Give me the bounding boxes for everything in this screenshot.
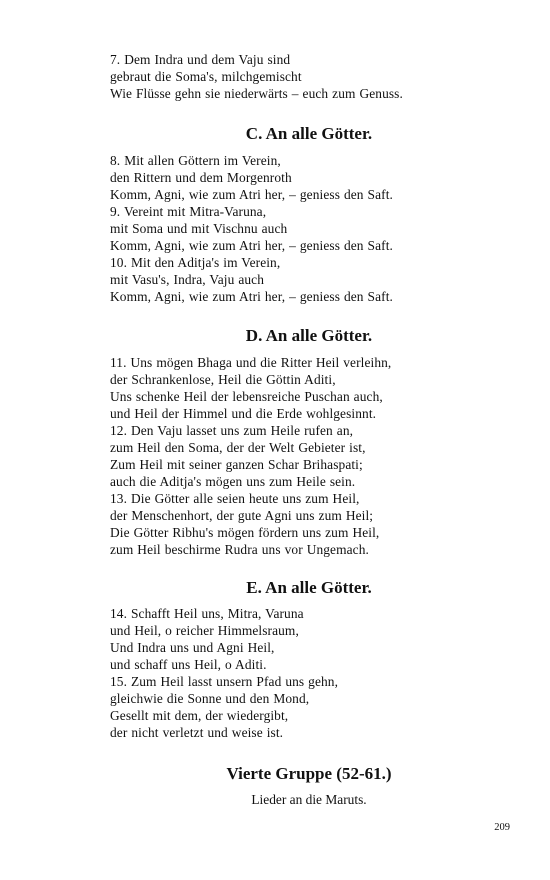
page-number: 209	[494, 822, 510, 833]
verse-line: den Rittern und dem Morgenroth	[110, 170, 292, 185]
verse-block-14-15	[110, 605, 510, 741]
verse-line: mit Vasu's, Indra, Vaju auch	[110, 272, 264, 287]
verse-line: zum Heil den Soma, der der Welt Gebieter ist,	[110, 440, 366, 455]
verse-line: und Heil, o reicher Himmelsraum,	[110, 623, 299, 638]
verse-block-11-13	[110, 354, 510, 558]
verse-line: 11. Uns mögen Bhaga und die Ritter Heil verleihn,	[110, 355, 392, 370]
verse-line: Gesellt mit dem, der wiedergibt,	[110, 708, 289, 723]
verse-line: Uns schenke Heil der lebensreiche Puschan auch,	[110, 389, 383, 404]
verse-line: und Heil der Himmel und die Erde wohlgesinnt.	[110, 406, 377, 421]
group-subtitle: Lieder an die Maruts.	[251, 792, 367, 807]
verse-line: zum Heil beschirme Rudra uns vor Ungemach.	[110, 542, 369, 557]
verse-line: der nicht verletzt und weise ist.	[110, 725, 284, 740]
verse-line: 10. Mit den Aditja's im Verein,	[110, 255, 281, 270]
verse-block-7	[110, 51, 510, 102]
verse-line: mit Soma und mit Vischnu auch	[110, 221, 288, 236]
verse-line: auch die Aditja's mögen uns zum Heile sein.	[110, 474, 356, 489]
verse-line: Komm, Agni, wie zum Atri her, – geniess den Saft.	[110, 187, 393, 202]
verse-line: 7. Dem Indra und dem Vaju sind	[110, 52, 291, 67]
verse-line: Wie Flüsse gehn sie niederwärts – euch zum Genuss.	[110, 86, 403, 101]
verse-line: 14. Schafft Heil uns, Mitra, Varuna	[110, 606, 304, 621]
verse-line: Zum Heil mit seiner ganzen Schar Brihaspati;	[110, 457, 363, 472]
group-heading: Vierte Gruppe (52-61.)	[226, 764, 392, 783]
verse-line: Und Indra uns und Agni Heil,	[110, 640, 275, 655]
verse-line: gebraut die Soma's, milchgemischt	[110, 69, 302, 84]
verse-line: der Menschenhort, der gute Agni uns zum Heil;	[110, 508, 374, 523]
verse-line: der Schrankenlose, Heil die Göttin Aditi,	[110, 372, 336, 387]
verse-line: 8. Mit allen Göttern im Verein,	[110, 153, 281, 168]
section-heading-d: D. An alle Götter.	[245, 326, 373, 345]
verse-block-8-10	[110, 152, 510, 305]
verse-line: Die Götter Ribhu's mögen fördern uns zum Heil,	[110, 525, 380, 540]
verse-line: Komm, Agni, wie zum Atri her, – geniess den Saft.	[110, 238, 393, 253]
verse-line: 13. Die Götter alle seien heute uns zum Heil,	[110, 491, 360, 506]
verse-line: und schaff uns Heil, o Aditi.	[110, 657, 267, 672]
verse-line: Komm, Agni, wie zum Atri her, – geniess den Saft.	[110, 289, 393, 304]
verse-line: 15. Zum Heil lasst unsern Pfad uns gehn,	[110, 674, 339, 689]
verse-line: 12. Den Vaju lasset uns zum Heile rufen an,	[110, 423, 354, 438]
verse-line: gleichwie die Sonne und den Mond,	[110, 691, 310, 706]
section-heading-e: E. An alle Götter.	[246, 578, 372, 597]
verse-line: 9. Vereint mit Mitra-Varuna,	[110, 204, 267, 219]
section-heading-c: C. An alle Götter.	[245, 124, 373, 143]
